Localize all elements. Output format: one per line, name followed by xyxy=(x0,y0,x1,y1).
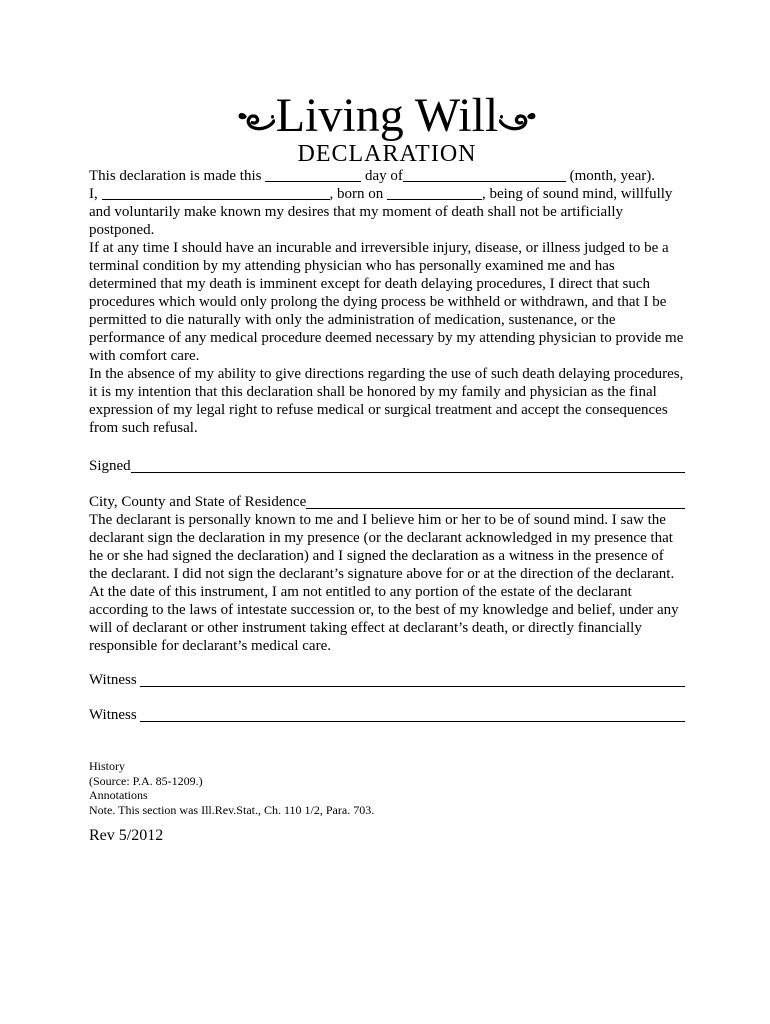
statute-note: Note. This section was Ill.Rev.Stat., Ch. 110 1/2, Para. 703. xyxy=(89,802,375,817)
fleuron-left-icon xyxy=(237,108,275,136)
declarant-name-blank-line[interactable] xyxy=(102,187,330,200)
declarant-paragraph xyxy=(89,185,685,239)
statute-footer xyxy=(89,759,685,817)
intention-paragraph: In the absence of my ability to give directions regarding the use of such death delaying procedures, it is my intention that this declaration shall be honored by my family and physician as the final expression of my legal right to refuse medical or surgical treatment and accept the consequences from such refusal. xyxy=(89,366,684,436)
intro-paragraph xyxy=(89,167,685,185)
declarant-text-after-name: , born on xyxy=(329,186,387,202)
residence-blank-line[interactable] xyxy=(306,493,685,509)
terminal-condition-paragraph: If at any time I should have an incurable and irreversible injury, disease, or illness judged to be a terminal condition by my attending physician who has personally examined me and has determined that my death is imminent except for death delaying procedures, I direct that such procedures which would only prolong the dying process be withheld or withdrawn, and that I be permitted to die naturally with only the administration of medication, sustenance, or the performance of any medical procedure deemed necessary by my attending physician to provide me with comfort care. xyxy=(89,240,684,364)
witness2-label: Witness xyxy=(89,707,141,723)
residence-label: City, County and State of Residence xyxy=(89,494,307,510)
witness1-blank-line[interactable] xyxy=(140,671,685,687)
birth-date-blank-line[interactable] xyxy=(387,187,482,200)
annotations-heading: Annotations xyxy=(89,788,148,802)
intro-text-before-day: This declaration is made this xyxy=(89,168,266,184)
day-blank-line[interactable] xyxy=(265,169,361,182)
month-year-blank-line[interactable] xyxy=(403,169,566,182)
intro-text-after-day: day of xyxy=(361,168,403,184)
revision-label: Rev 5/2012 xyxy=(89,827,164,844)
source-note: (Source: P.A. 85-1209.) xyxy=(89,773,203,788)
intro-text-after-monthyear: (month, year). xyxy=(565,168,656,184)
page-subtitle: DECLARATION xyxy=(297,141,477,167)
signed-blank-line[interactable] xyxy=(131,457,685,473)
history-heading: History xyxy=(89,759,125,773)
declarant-text-before-name: I, xyxy=(89,186,102,202)
page-title: Living Will xyxy=(275,89,499,142)
signed-label: Signed xyxy=(89,458,131,474)
fleuron-right-icon xyxy=(499,108,537,136)
residence-line xyxy=(89,493,685,511)
witness1-label: Witness xyxy=(89,672,141,688)
witness-line-1 xyxy=(89,671,685,689)
witness2-blank-line[interactable] xyxy=(140,706,685,722)
signed-line xyxy=(89,457,685,475)
witness-line-2 xyxy=(89,706,685,724)
witness-attestation-paragraph: The declarant is personally known to me and I believe him or her to be of sound mind. I saw the declarant sign the declaration in my presence (or the declarant acknowledged in my presence that he or she had signed the declaration) and I signed the declaration as a witness in the presence of the declarant. I did not sign the declarant’s signature above for or at the direction of the declarant. At the date of this instrument, I am not entitled to any portion of the estate of the declarant according to the laws of intestate succession or, to the best of my knowledge and belief, under any will of declarant or other instrument taking effect at declarant’s death, or directly financially responsible for declarant’s medical care. xyxy=(89,512,679,654)
declarant-text-after-birth: , being of sound mind, willfully and voluntarily make known my desires that my moment of death shall not be artificially postponed. xyxy=(89,186,673,238)
title-block xyxy=(89,89,685,142)
